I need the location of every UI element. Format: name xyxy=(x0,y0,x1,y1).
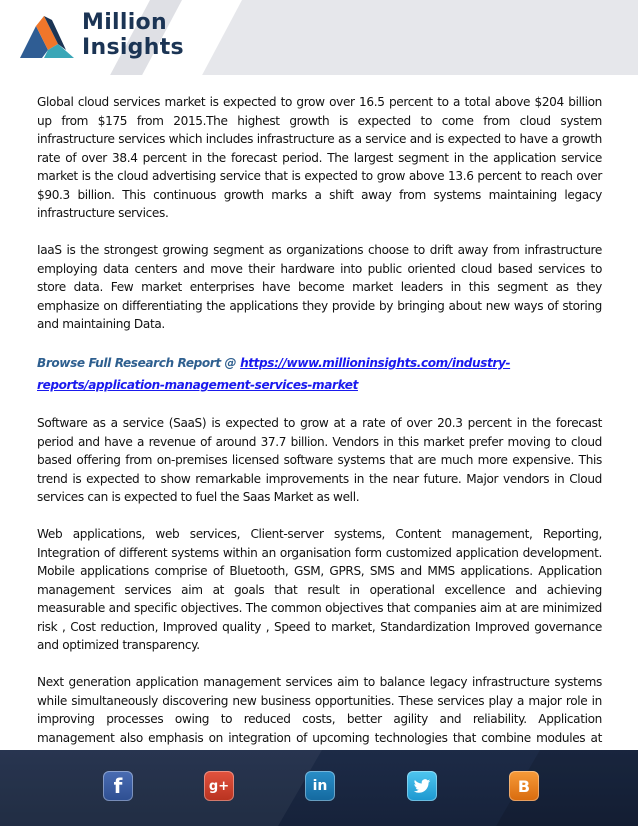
header xyxy=(0,0,638,75)
logo-line2: Insights xyxy=(82,35,184,60)
logo-line1: Million xyxy=(82,10,167,35)
linkedin-icon[interactable] xyxy=(305,771,335,801)
logo-mark-icon xyxy=(18,14,76,60)
google-plus-glyph: g+ xyxy=(208,778,230,794)
blogger-icon[interactable] xyxy=(509,771,539,801)
browse-report-line xyxy=(37,352,602,396)
twitter-icon[interactable] xyxy=(407,771,437,801)
paragraph-saas: Software as a service (SaaS) is expected to grow at a rate of over 20.3 percent in the forecast period and have a revenue of around 37.7 billion. Vendors in this market prefer moving to cloud based offering from on-premises licensed software systems that are much more expensive. This trend is expected to show remarkable improvements in the near future. Major vendors in Cloud services can is expected to fuel the Saas Market as well. xyxy=(37,416,602,504)
twitter-bird-icon xyxy=(413,779,431,794)
article-body xyxy=(37,93,602,784)
linkedin-glyph: in xyxy=(312,778,328,794)
paragraph-cloud-market: Global cloud services market is expected to grow over 16.5 percent to a total above $204 billion up from $175 from 2015.The highest growth is expected to come from cloud system infrastructure services which includes infrastructure as a service and is expected to have a growth rate of over 38.4 percent in the forecast period. The largest segment in the application service market is the cloud advertising service that is expected to grow above 13.6 percent to reach over $90.3 billion. This continuous growth marks a shift away from systems maintaining legacy infrastructure services. xyxy=(37,95,602,220)
facebook-glyph: f xyxy=(113,774,123,798)
header-gray-panel xyxy=(193,0,638,75)
paragraph-iaas: IaaS is the strongest growing segment as organizations choose to drift away from infrastructure employing data centers and move their hardware into public oriented cloud based services to store data. Few market enterprises have become market leaders in this segment as they emphasize on differentiating the applications they provide by bringing about new ways of storing and maintaining Data. xyxy=(37,243,602,331)
logo-wordmark xyxy=(82,12,184,59)
browse-prefix: Browse Full Research Report @ xyxy=(37,356,241,370)
footer xyxy=(0,750,638,826)
footer-diagonal-highlight xyxy=(0,750,322,826)
paragraph-web-applications: Web applications, web services, Client-server systems, Content management, Reporting, Integration of different systems within an organisation form customized application development. Mobile applications comprise of Bluetooth, GSM, GPRS, SMS and MMS applications. Application management services aim at goals that result in operational excellence and achieving measurable and specific objectives. The common objectives that companies aim at are minimized risk , Cost reduction, Improved quality , Speed to market, Standardization Improved governance and optimized transparency. xyxy=(37,527,602,652)
million-insights-logo[interactable] xyxy=(18,10,218,62)
blogger-glyph: B xyxy=(517,776,531,796)
report-link[interactable]: https://www.millioninsights.com/industry-reports/application-management-services-market xyxy=(37,356,511,392)
facebook-icon[interactable] xyxy=(103,771,133,801)
google-plus-icon[interactable] xyxy=(204,771,234,801)
paragraph-next-generation: Next generation application management services aim to balance legacy infrastructure systems while simultaneously discovering new business opportunities. These services play a major role in improving processes owing to reduced costs, better agility and reliability. Application management also emphasis on integration of upcoming technologies that combine modules at xyxy=(37,675,602,745)
